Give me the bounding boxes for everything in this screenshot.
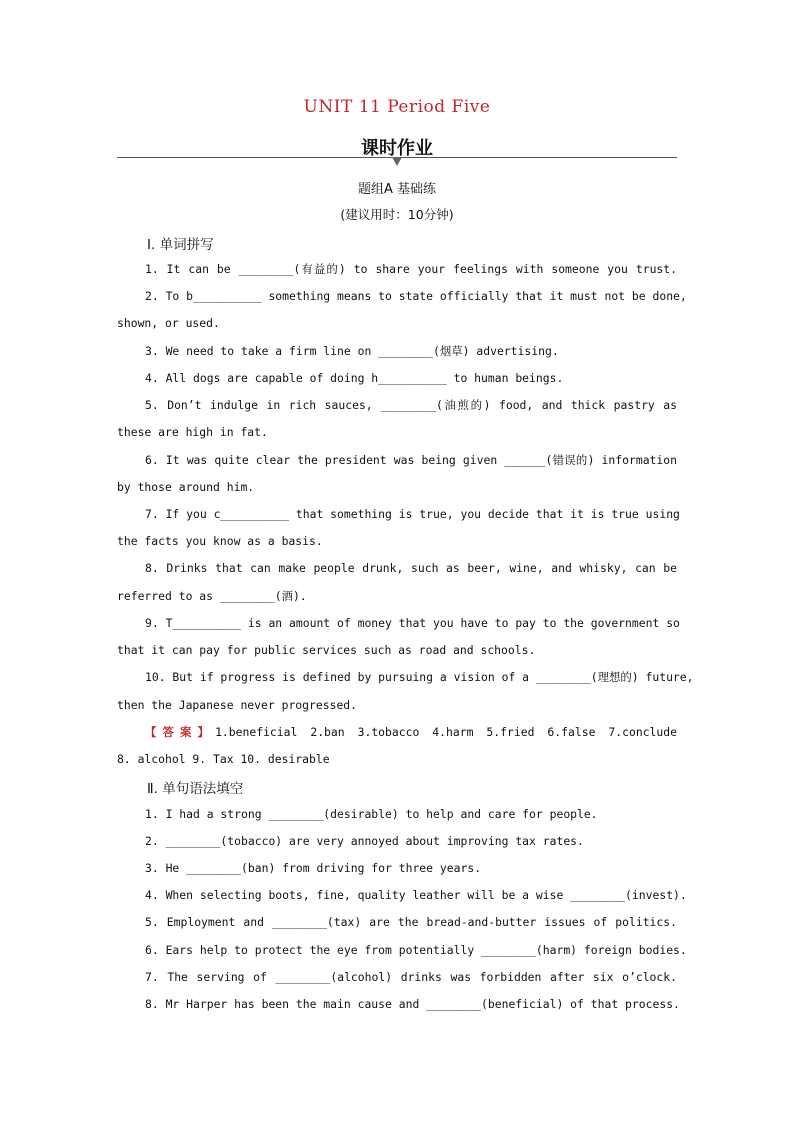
- question-line: 5. Don’t indulge in rich sauces, ________(油煎的) food, and thick pastry as: [145, 398, 677, 412]
- question-line: then the Japanese never progressed.: [117, 698, 358, 712]
- question-line: 6. It was quite clear the president was being given ______(错误的) information: [145, 453, 677, 467]
- question-line: 7. The serving of ________(alcohol) drinks was forbidden after six o’clock.: [145, 970, 677, 984]
- question-line: 3. He ________(ban) from driving for three years.: [145, 861, 482, 875]
- question-line: 4. When selecting boots, fine, quality leather will be a wise ________(invest).: [145, 888, 687, 902]
- question-line: 7. If you c__________ that something is true, you decide that it is true using: [145, 507, 680, 521]
- question-line: 1. It can be ________(有益的) to share your feelings with someone you trust.: [145, 262, 677, 276]
- question-line: that it can pay for public services such as road and schools.: [117, 643, 536, 657]
- question-line: referred to as ________(酒).: [117, 589, 307, 603]
- question-line: the facts you know as a basis.: [117, 534, 323, 548]
- question-line: 2. To b__________ something means to state officially that it must not be done,: [145, 289, 687, 303]
- question-line: 6. Ears help to protect the eye from potentially ________(harm) foreign bodies.: [145, 943, 687, 957]
- question-line: 8. Mr Harper has been the main cause and ________(beneficial) of that process.: [145, 997, 680, 1011]
- group-title: 题组A 基础练: [357, 182, 437, 197]
- question-line: these are high in fat.: [117, 425, 268, 439]
- divider-triangle-icon: [392, 157, 402, 166]
- question-line: by those around him.: [117, 480, 255, 494]
- question-line: 5. Employment and ________(tax) are the bread-and-butter issues of politics.: [145, 915, 677, 929]
- unit-title: UNIT 11 Period Five: [303, 97, 491, 117]
- section-title-spelling: Ⅰ. 单词拼写: [147, 237, 214, 253]
- question-line: 3. We need to take a firm line on ________(烟草) advertising.: [145, 344, 559, 358]
- answer-line: [145, 724, 677, 740]
- question-line: 1. I had a strong ________(desirable) to help and care for people.: [145, 807, 598, 821]
- suggested-time: (建议用时：10分钟): [340, 207, 454, 222]
- question-line: 8. Drinks that can make people drunk, such as beer, wine, and whisky, can be: [145, 561, 677, 575]
- answer-line: 8. alcohol 9. Tax 10. desirable: [117, 752, 330, 766]
- homework-title: 课时作业: [361, 138, 433, 159]
- question-line: 2. ________(tobacco) are very annoyed about improving tax rates.: [145, 834, 584, 848]
- question-line: 9. T__________ is an amount of money that you have to pay to the government so: [145, 616, 680, 630]
- answer-label: 【答案】: [145, 725, 216, 739]
- question-line: shown, or used.: [117, 316, 220, 330]
- question-line: 10. But if progress is defined by pursuing a vision of a ________(理想的) future,: [145, 670, 694, 684]
- answer-text: 1.beneficial 2.ban 3.tobacco 4.harm 5.fried 6.false 7.conclude: [215, 725, 677, 739]
- section-title-grammar: Ⅱ. 单句语法填空: [147, 781, 244, 797]
- question-line: 4. All dogs are capable of doing h__________ to human beings.: [145, 371, 564, 385]
